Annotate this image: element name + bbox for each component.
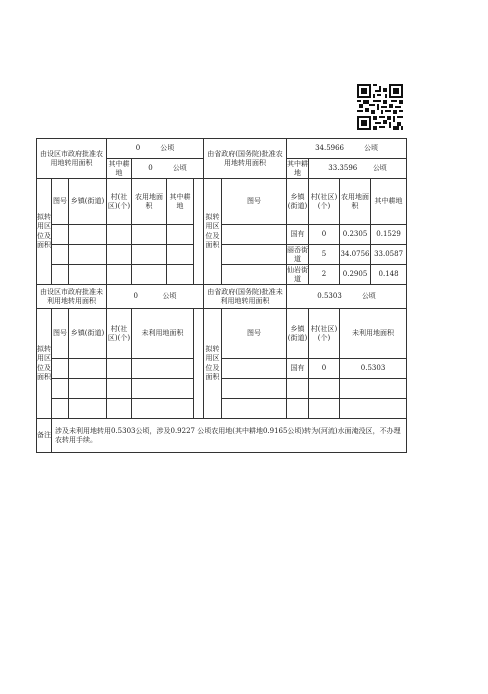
city-farmland-value: 0: [135, 144, 141, 153]
city-header-village: 村(社区)(个): [107, 179, 132, 225]
province-unused-unit: 公顷: [361, 292, 376, 301]
province-unused-label: 由省政府(国务院)批准未利用地转用面积: [204, 285, 287, 309]
province-unused-section-label: 拟转用区位及面积: [204, 309, 222, 419]
province-row-town: 国有: [287, 225, 309, 245]
province-row-village: 5: [309, 245, 340, 265]
remark-label: 备注: [37, 419, 52, 453]
table-row: [37, 379, 407, 399]
province-unused-row-village: 0: [309, 359, 340, 379]
province-header-village: 村(社区)(个): [309, 179, 340, 225]
province-cultivated-value: 33.3596: [328, 164, 358, 173]
province-farmland-label: 由省政府(国务院)批准农用地转用面积: [204, 139, 287, 179]
city-unused-unit: 公顷: [162, 292, 177, 301]
land-conversion-table: [36, 138, 406, 453]
province-cultivated-label: 其中耕地: [287, 159, 309, 177]
table-row: [37, 359, 407, 379]
city-farmland-label: 由设区市政府批准农用地转用面积: [37, 139, 107, 179]
province-header-town: 乡镇(街道): [287, 179, 309, 225]
province-farmland-unit: 公顷: [364, 144, 379, 153]
province-row-village: 2: [309, 265, 340, 285]
province-unused-header-no: 图号: [222, 309, 287, 359]
province-farmland-value: 34.5966: [315, 144, 345, 153]
city-header-no: 图号: [52, 179, 69, 225]
city-cultivated-label: 其中耕地: [108, 159, 130, 177]
city-unused-header-village: 村(社区)(个): [107, 309, 132, 359]
city-section-label: 拟转用区位及面积: [37, 179, 52, 285]
province-header-cultivated: 其中耕地: [371, 179, 407, 225]
city-unused-header-no: 图号: [52, 309, 69, 359]
city-farmland-unit: 公顷: [160, 144, 175, 153]
province-unused-value: 0.5303: [317, 292, 342, 301]
remark-text: 涉及未利用地转用0.5303公顷，涉及0.9227 公顷农用地(其中耕地0.9165公顷)转为(河流)水面淹没区，不办理农转用手续。: [52, 419, 407, 453]
table-row: [37, 245, 407, 265]
city-cultivated-unit: 公顷: [172, 164, 187, 173]
province-section-label: 拟转用区位及面积: [204, 179, 222, 285]
province-row-cultivated: 33.0587: [371, 245, 407, 265]
province-row-farmland: 34.0756: [340, 245, 371, 265]
table-row: [37, 265, 407, 285]
province-cultivated-unit: 公顷: [372, 164, 387, 173]
table-row: [37, 225, 407, 245]
city-unused-value: 0: [133, 292, 138, 301]
province-unused-row-area: 0.5303: [340, 359, 407, 379]
province-header-no: 图号: [222, 179, 287, 225]
table-row: [37, 399, 407, 419]
province-row-village: 0: [309, 225, 340, 245]
province-unused-header-village: 村(社区)(个): [309, 309, 340, 359]
province-unused-header-area: 未利用地面积: [340, 309, 407, 359]
city-header-town: 乡镇(街道): [69, 179, 107, 225]
city-header-cultivated: 其中耕地: [167, 179, 194, 225]
qr-code-image: [357, 84, 403, 130]
province-header-farmland: 农用地面积: [340, 179, 371, 225]
province-row-cultivated: 0.1529: [371, 225, 407, 245]
city-unused-header-town: 乡镇(街道): [69, 309, 107, 359]
city-cultivated-value: 0: [148, 164, 153, 173]
city-header-farmland: 农用地面积: [132, 179, 167, 225]
city-unused-section-label: 拟转用区位及面积: [37, 309, 52, 419]
province-row-cultivated: 0.148: [371, 265, 407, 285]
province-unused-header-town: 乡镇(街道): [287, 309, 309, 359]
province-row-town: 丽岙街道: [287, 245, 309, 263]
province-row-farmland: 0.2305: [340, 225, 371, 245]
province-row-farmland: 0.2905: [340, 265, 371, 285]
city-unused-header-area: 未利用地面积: [132, 309, 194, 359]
city-unused-label: 由设区市政府批准未利用地转用面积: [37, 285, 107, 309]
province-row-town: 仙岩街道: [287, 265, 309, 283]
province-unused-row-town: 国有: [287, 359, 309, 379]
